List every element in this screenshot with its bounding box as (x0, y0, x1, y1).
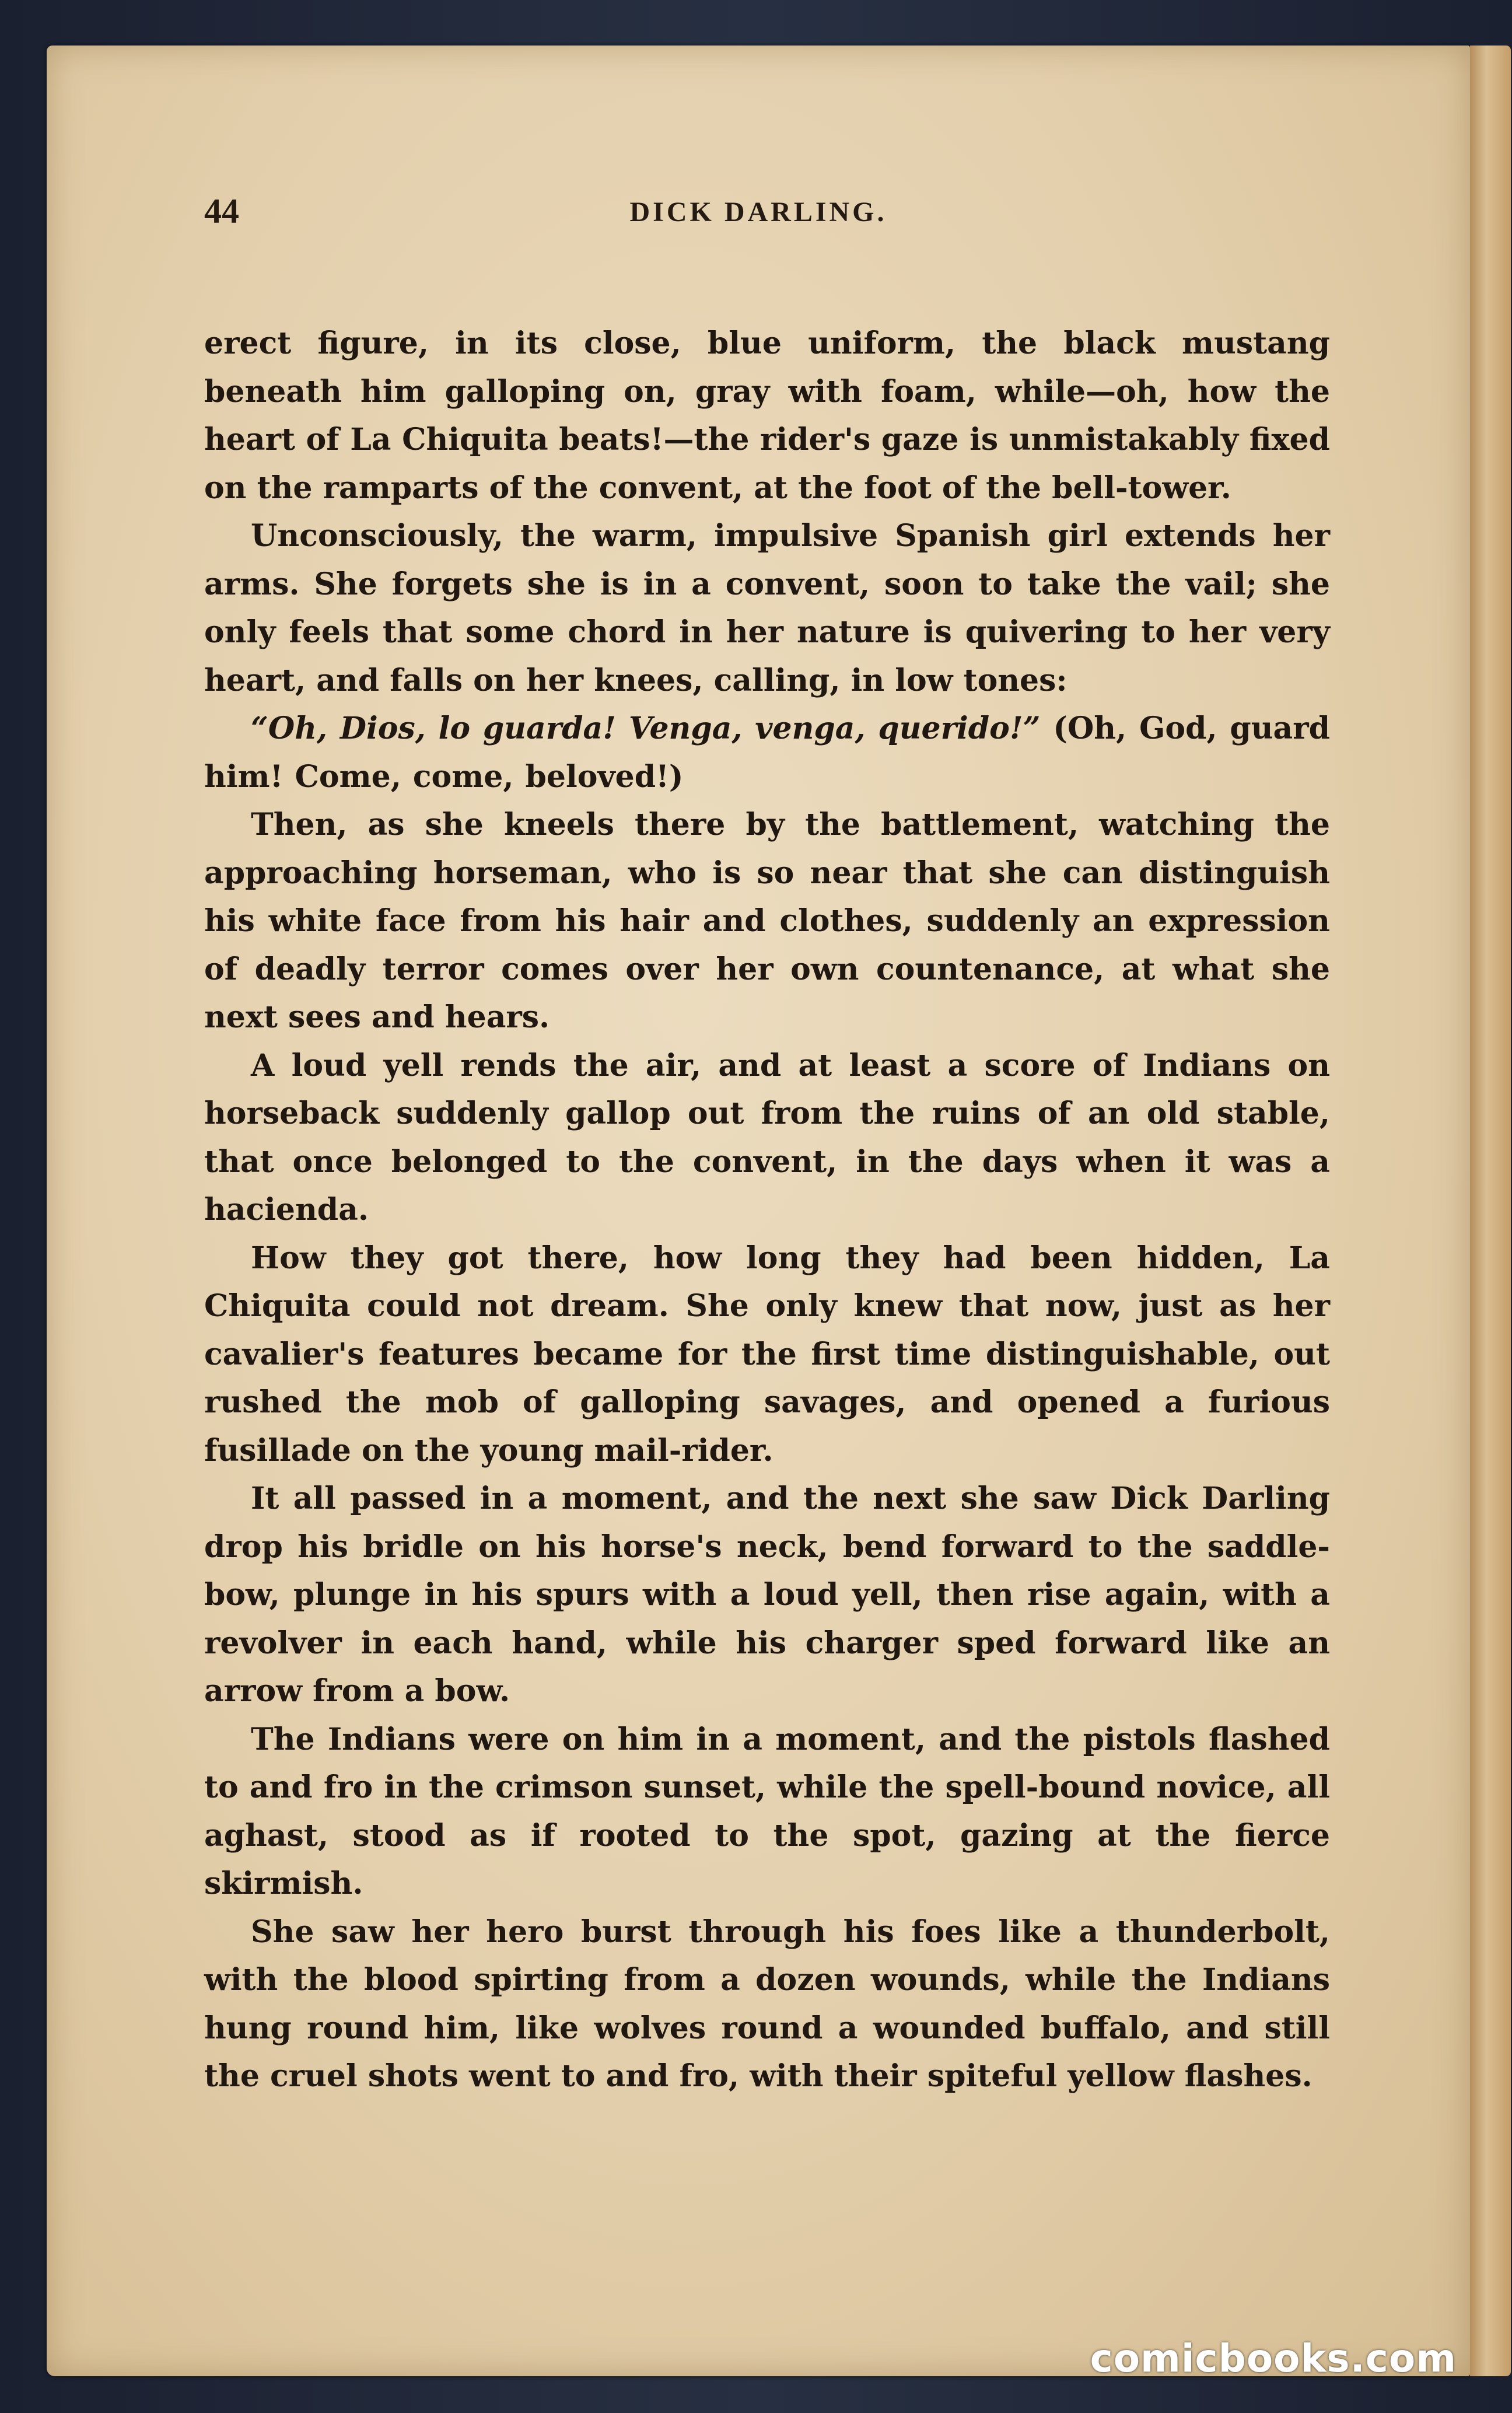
page-gutter (1470, 46, 1511, 2376)
paragraph-4: Then, as she kneels there by the battlement, watching the approaching horseman, who is so near that she can distinguish his white face from his hair and clothes, suddenly an expression of deadly terror comes over her own countenance, at what she next sees and hears. (204, 807, 1330, 1035)
watermark-text: comicbooks.com (1090, 2336, 1457, 2381)
english-translation: (Oh, God, guard him! Come, come, beloved!) (204, 711, 1330, 795)
paragraph-2: Unconsciously, the warm, impulsive Spanish girl extends her arms. She forgets she is in a convent, soon to take the vail; she only feels that some chord in her nature is quivering to her very heart, and falls on her knees, calling, in low tones: (204, 518, 1330, 698)
paragraph-7: It all passed in a moment, and the next she saw Dick Darling drop his bridle on his horse's neck, bend forward to the saddle-bow, plunge in his spurs with a loud yell, then rise again, with a revolver in each hand, while his charger sped forward like an arrow from a bow. (204, 1481, 1330, 1709)
page-header (47, 191, 1470, 244)
paragraph-5: A loud yell rends the air, and at least a score of Indians on horseback suddenly gallop out from the ruins of an old stable, that once belonged to the convent, in the days when it was a hacienda. (204, 1047, 1330, 1228)
paragraph-3 (204, 705, 1330, 801)
body-text (204, 320, 1330, 2101)
paragraph-9: She saw her hero burst through his foes like a thunderbolt, with the blood spirting from a dozen wounds, while the Indians hung round him, like wolves round a wounded buffalo, and still the cruel shots went to and fro, with their spiteful yellow flashes. (204, 1914, 1330, 2094)
book-page (47, 46, 1470, 2376)
running-head: DICK DARLING. (629, 197, 887, 228)
page-number: 44 (204, 192, 239, 230)
paragraph-8: The Indians were on him in a moment, and the pistols flashed to and fro in the crimson sunset, while the spell-bound novice, all aghast, stood as if rooted to the spot, gazing at the fierce skirmish. (204, 1721, 1330, 1901)
paragraph-6: How they got there, how long they had been hidden, La Chiquita could not dream. She only knew that now, just as her cavalier's features became for the first time distinguishable, out rushed the mob of galloping savages, and opened a furious fusillade on the young mail-rider. (204, 1240, 1330, 1468)
paragraph-1: erect figure, in its close, blue uniform, the black mustang beneath him galloping on, gray with foam, while—oh, how the heart of La Chiquita beats!—the rider's gaze is unmistakably fixed on the ramparts of the convent, at the foot of the bell-tower. (204, 326, 1330, 506)
spanish-exclamation: “Oh, Dios, lo guarda! Venga, venga, querido!” (251, 711, 1041, 746)
